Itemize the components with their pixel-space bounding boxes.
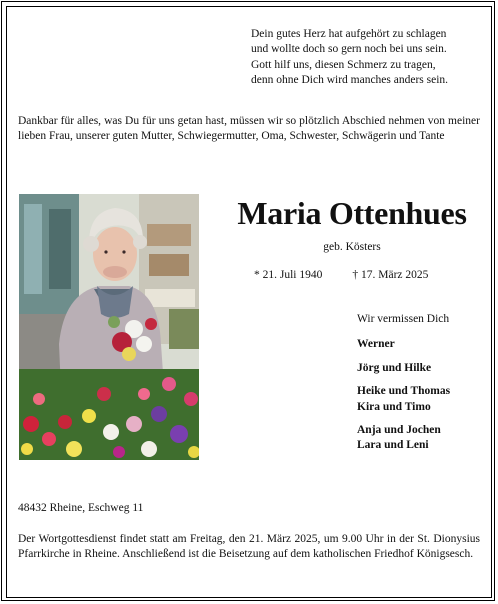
mourner-name: Werner xyxy=(357,338,395,351)
mourner-group xyxy=(357,337,450,352)
deceased-name: Maria Ottenhues xyxy=(237,195,467,231)
poem-line: und wollte doch so gern noch bei uns sein. xyxy=(251,43,447,56)
life-dates xyxy=(254,269,428,281)
mourner-name: Heike und Thomas xyxy=(357,385,451,398)
mourner-name: Lara und Leni xyxy=(357,439,429,452)
poem-line: denn ohne Dich wird manches anders sein. xyxy=(251,74,449,87)
mourner-group xyxy=(357,423,450,454)
portrait-photo xyxy=(19,194,199,460)
birth-name: geb. Kösters xyxy=(323,241,381,253)
mourner-name: Jörg und Hilke xyxy=(357,361,432,374)
intro-text: Dankbar für alles, was Du für uns getan hast, müssen wir so plötzlich Abschied nehmen von meiner lieben Frau, unserer guten Mutter, Schwiegermutter, Oma, Schwester, Schwägerin und Tante xyxy=(18,115,480,143)
mourner-name: Kira und Timo xyxy=(357,400,431,413)
poem xyxy=(251,27,483,89)
mourners-lead: Wir vermissen Dich xyxy=(357,313,450,325)
mourner-name: Anja und Jochen xyxy=(357,424,441,437)
death-date: † 17. März 2025 xyxy=(352,269,429,281)
poem-line: Gott hilf uns, diesen Schmerz zu tragen, xyxy=(251,58,436,71)
service-info: Der Wortgottesdienst findet statt am Freitag, den 21. März 2025, um 9.00 Uhr in der St. Dionysius Pfarrkirche in Rheine. Anschließend ist die Beisetzung auf dem katholischen Friedhof Königsesch. xyxy=(18,533,480,561)
mourner-group xyxy=(357,384,450,415)
mourners xyxy=(357,312,450,462)
mourner-group xyxy=(357,361,450,376)
birth-date: * 21. Juli 1940 xyxy=(254,269,323,281)
address: 48432 Rheine, Eschweg 11 xyxy=(18,502,144,514)
poem-line: Dein gutes Herz hat aufgehört zu schlagen xyxy=(251,28,447,40)
